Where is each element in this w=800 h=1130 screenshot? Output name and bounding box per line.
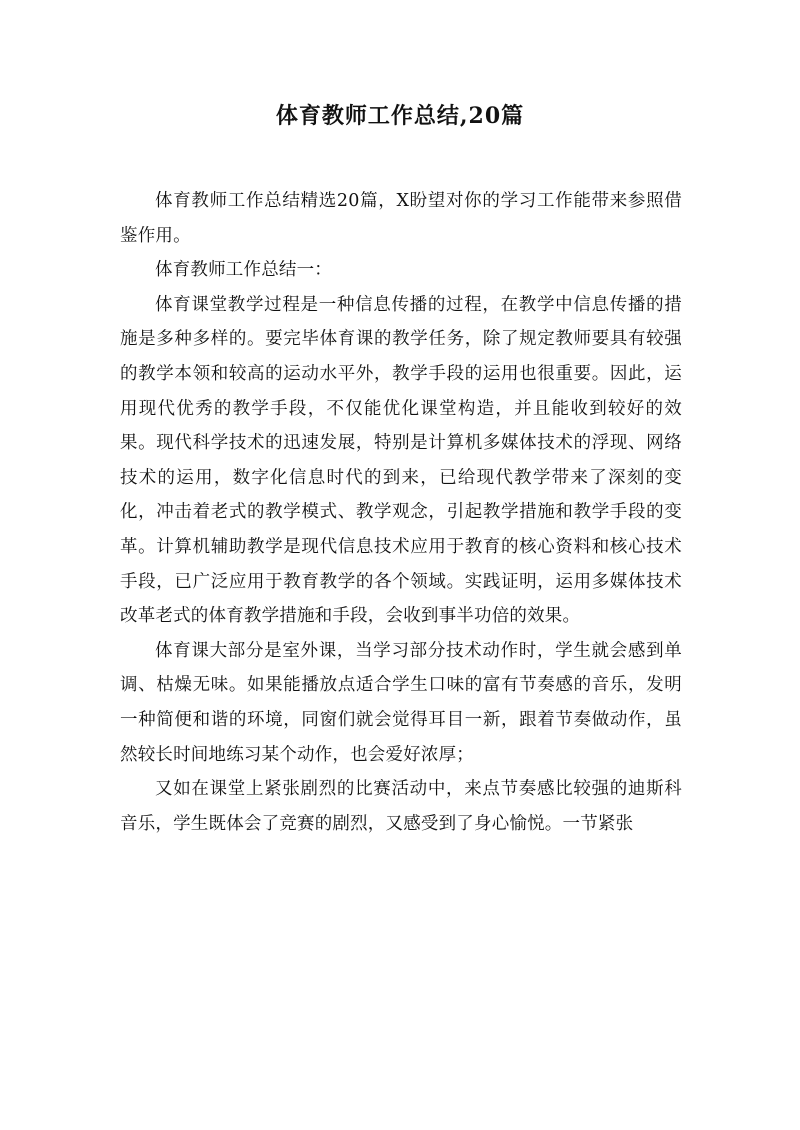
- paragraph-intro: 体育教师工作总结精选20篇，X盼望对你的学习工作能带来参照借鉴作用。: [120, 191, 682, 246]
- paragraph-section-heading: 体育教师工作总结一：: [155, 260, 332, 281]
- paragraph-multimedia: 体育课堂教学过程是一种信息传播的过程，在教学中信息传播的措施是多种多样的。要完毕体育课的教学任务，除了规定教师要具有较强的教学本领和较高的运动水平外，教学手段的运用也很重要。因此，运用现代优秀的教学手段，不仅能优化课堂构造，并且能收到较好的效果。现代科学技术的迅速发展，特别是计算机多媒体技术的浮现、网络技术的运用，数字化信息时代的到来，已给现代教学带来了深刻的变化，冲击着老式的教学模式、教学观念，引起教学措施和教学手段的变革。计算机辅助教学是现代信息技术应用于教育的核心资料和核心技术手段，已广泛应用于教育教学的各个领域。实践证明，运用多媒体技术改革老式的体育教学措施和手段，会收到事半功倍的效果。: [120, 294, 682, 627]
- document-body: [120, 184, 682, 841]
- document-title: 体育教师工作总结,20篇: [275, 103, 525, 129]
- paragraph-music: 体育课大部分是室外课，当学习部分技术动作时，学生就会感到单调、枯燥无味。如果能播放点适合学生口味的富有节奏感的音乐，发明一种简便和谐的环境，同窗们就会觉得耳目一新，跟着节奏做动作，虽然较长时间地练习某个动作，也会爱好浓厚；: [120, 640, 682, 765]
- paragraph-competition: 又如在课堂上紧张剧烈的比赛活动中，来点节奏感比较强的迪斯科音乐，学生既体会了竞赛的剧烈，又感受到了身心愉悦。一节紧张: [120, 779, 682, 834]
